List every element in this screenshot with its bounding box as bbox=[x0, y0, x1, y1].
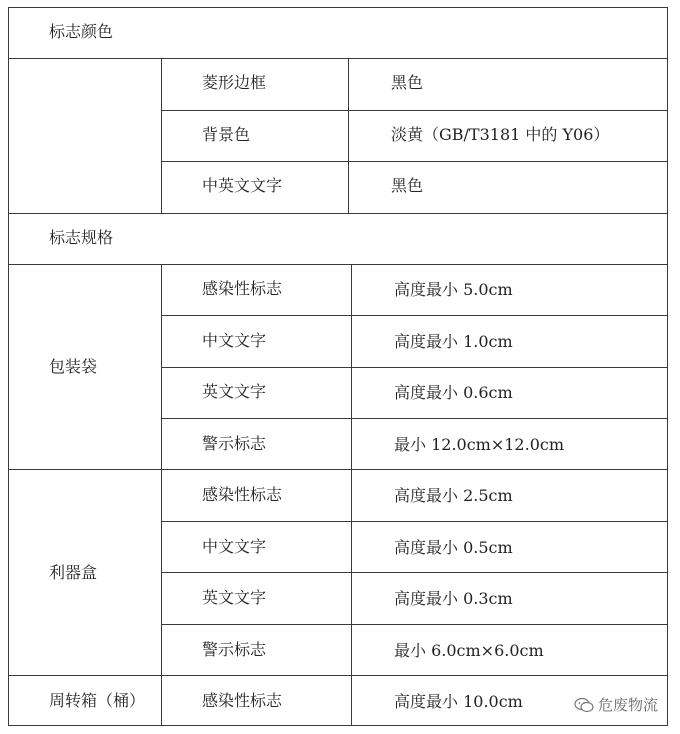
spec-value: 高度最小 10.0cm bbox=[394, 692, 523, 711]
spec-label: 警示标志 bbox=[202, 640, 267, 659]
row-divider bbox=[161, 418, 668, 419]
column-divider bbox=[161, 264, 162, 725]
row-divider bbox=[161, 624, 668, 625]
table-border bbox=[8, 7, 668, 8]
spec-table bbox=[8, 7, 668, 726]
spec-label: 英文文字 bbox=[202, 588, 267, 607]
column-divider bbox=[351, 264, 352, 725]
color-row-value: 淡黄（GB/T3181 中的 Y06） bbox=[391, 125, 610, 144]
row-divider bbox=[161, 572, 668, 573]
spec-value: 高度最小 0.6cm bbox=[394, 383, 513, 402]
color-row-value: 黑色 bbox=[391, 176, 424, 195]
spec-value: 最小 12.0cm×12.0cm bbox=[394, 435, 565, 454]
spec-value: 高度最小 1.0cm bbox=[394, 332, 513, 351]
color-row-value: 黑色 bbox=[391, 73, 424, 92]
spec-label: 中文文字 bbox=[202, 331, 267, 350]
column-divider bbox=[348, 58, 349, 213]
row-divider bbox=[8, 264, 668, 265]
row-divider bbox=[161, 110, 668, 111]
row-divider bbox=[8, 469, 668, 470]
spec-label: 感染性标志 bbox=[202, 485, 283, 504]
column-divider bbox=[161, 58, 162, 213]
group-name: 利器盒 bbox=[49, 563, 98, 582]
group-name: 包装袋 bbox=[49, 357, 98, 376]
table-border bbox=[8, 7, 9, 726]
spec-label: 感染性标志 bbox=[202, 691, 283, 710]
spec-value: 最小 6.0cm×6.0cm bbox=[394, 641, 544, 660]
wechat-icon bbox=[574, 697, 594, 713]
row-divider bbox=[8, 58, 668, 59]
watermark-text: 危废物流 bbox=[597, 696, 658, 714]
row-divider bbox=[8, 675, 668, 676]
spec-value: 高度最小 0.5cm bbox=[394, 538, 513, 557]
row-divider bbox=[161, 521, 668, 522]
row-divider bbox=[161, 315, 668, 316]
spec-label: 警示标志 bbox=[202, 434, 267, 453]
table-border bbox=[8, 725, 668, 726]
spec-value: 高度最小 5.0cm bbox=[394, 280, 513, 299]
section-title-size: 标志规格 bbox=[49, 228, 114, 247]
row-divider bbox=[8, 213, 668, 214]
row-divider bbox=[161, 161, 668, 162]
group-name: 周转箱（桶） bbox=[49, 691, 146, 710]
spec-label: 英文文字 bbox=[202, 382, 267, 401]
spec-value: 高度最小 0.3cm bbox=[394, 589, 513, 608]
spec-value: 高度最小 2.5cm bbox=[394, 486, 513, 505]
section-title-color: 标志颜色 bbox=[49, 22, 114, 41]
color-row-label: 中英文文字 bbox=[202, 176, 283, 195]
color-row-label: 背景色 bbox=[202, 125, 251, 144]
spec-label: 感染性标志 bbox=[202, 279, 283, 298]
row-divider bbox=[161, 367, 668, 368]
spec-label: 中文文字 bbox=[202, 537, 267, 556]
color-row-label: 菱形边框 bbox=[202, 73, 267, 92]
watermark bbox=[574, 694, 658, 715]
